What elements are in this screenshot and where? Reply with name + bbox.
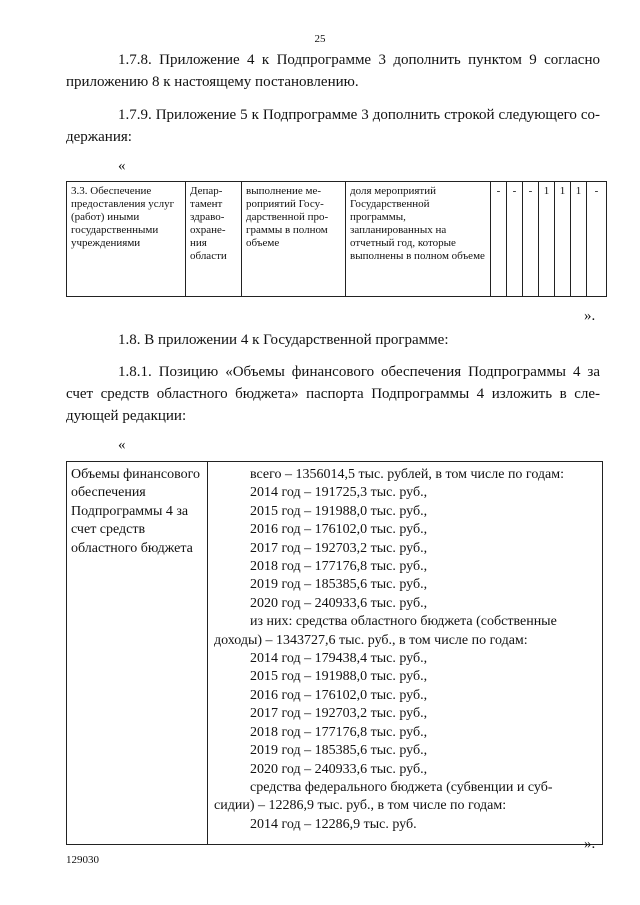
value-cell: 1 bbox=[571, 182, 587, 297]
para-1-7-8-line1: 1.7.8. Приложение 4 к Подпрограмме 3 дополнить пунктом 9 согласно bbox=[118, 52, 600, 68]
indicator-cell: доля мероприятий Государственной программы, запланированных на отчетный год, которые выполнены в полном объеме bbox=[346, 182, 491, 297]
financing-table bbox=[66, 461, 603, 845]
value-cell: 1 bbox=[555, 182, 571, 297]
para-1-7-9-line2: держания: bbox=[66, 129, 132, 145]
total-line: всего – 1356014,5 тыс. рублей, в том числе по годам: bbox=[250, 467, 565, 482]
result-cell: выполнение ме-роприятий Госу-дарственной про-граммы в полном объеме bbox=[242, 182, 346, 297]
para-1-7-9-line1: 1.7.9. Приложение 5 к Подпрограмме 3 дополнить строкой следующего со- bbox=[118, 107, 600, 123]
year-line: 2015 год – 191988,0 тыс. руб., bbox=[250, 503, 428, 519]
value-cell: - bbox=[523, 182, 539, 297]
year-line: 2019 год – 185385,6 тыс. руб., bbox=[250, 743, 428, 759]
table-row bbox=[67, 462, 603, 845]
year-line: 2017 год – 192703,2 тыс. руб., bbox=[250, 540, 428, 556]
para-1-8-1-line2: счет средств областного бюджета» паспорта Подпрограммы 4 изложить в сле- bbox=[66, 386, 600, 402]
value-cell: - bbox=[491, 182, 507, 297]
value-cell: - bbox=[507, 182, 523, 297]
year-line: 2020 год – 240933,6 тыс. руб., bbox=[250, 595, 428, 611]
closing-quote-1: ». bbox=[584, 308, 596, 324]
year-line: 2014 год – 12286,9 тыс. руб. bbox=[250, 816, 417, 832]
value-cell: 1 bbox=[539, 182, 555, 297]
year-line: 2017 год – 192703,2 тыс. руб., bbox=[250, 706, 428, 722]
year-line: 2020 год – 240933,6 тыс. руб., bbox=[250, 761, 428, 777]
para-1-8-1-line3: дующей редакции: bbox=[66, 408, 187, 424]
year-line: 2014 год – 179438,4 тыс. руб., bbox=[250, 651, 428, 667]
table-row bbox=[67, 182, 607, 297]
value-cell: - bbox=[587, 182, 607, 297]
para-1-8-1-line1: 1.8.1. Позицию «Объемы финансового обеспечения Подпрограммы 4 за bbox=[118, 364, 600, 380]
para-1-8: 1.8. В приложении 4 к Государственной программе: bbox=[118, 332, 449, 348]
opening-quote-2: « bbox=[118, 437, 126, 453]
year-line: 2016 год – 176102,0 тыс. руб., bbox=[250, 687, 428, 703]
page-number: 25 bbox=[314, 33, 326, 45]
footer-code: 129030 bbox=[66, 854, 99, 866]
financing-label-cell: Объемы финансового обеспечения Подпрограммы 4 за счет средств областного бюджета bbox=[67, 462, 208, 845]
year-line: 2018 год – 177176,8 тыс. руб., bbox=[250, 724, 428, 740]
regional-budget-line: из них: средства областного бюджета (собственные bbox=[250, 614, 557, 630]
financing-value-cell bbox=[208, 462, 603, 845]
closing-quote-2: ». bbox=[584, 836, 596, 852]
year-line: 2014 год – 191725,3 тыс. руб., bbox=[250, 485, 428, 501]
federal-budget-line: средства федерального бюджета (субвенции и суб- bbox=[250, 779, 553, 795]
para-1-7-8-line2: приложению 8 к настоящему постановлению. bbox=[66, 74, 359, 90]
subprogram-3-row-table bbox=[66, 181, 607, 297]
year-line: 2019 год – 185385,6 тыс. руб., bbox=[250, 577, 428, 593]
opening-quote-1: « bbox=[118, 158, 126, 174]
federal-budget-line-2: сидии) – 12286,9 тыс. руб., в том числе по годам: bbox=[214, 798, 507, 814]
executor-cell: Депар-тамент здраво-охране-ния области bbox=[186, 182, 242, 297]
regional-budget-line-2: доходы) – 1343727,6 тыс. руб., в том числе по годам: bbox=[214, 632, 528, 648]
year-line: 2016 год – 176102,0 тыс. руб., bbox=[250, 522, 428, 538]
measure-cell: 3.3. Обеспечение предоставления услуг (работ) иными государственными учреждениями bbox=[67, 182, 186, 297]
year-line: 2018 год – 177176,8 тыс. руб., bbox=[250, 559, 428, 575]
year-line: 2015 год – 191988,0 тыс. руб., bbox=[250, 669, 428, 685]
